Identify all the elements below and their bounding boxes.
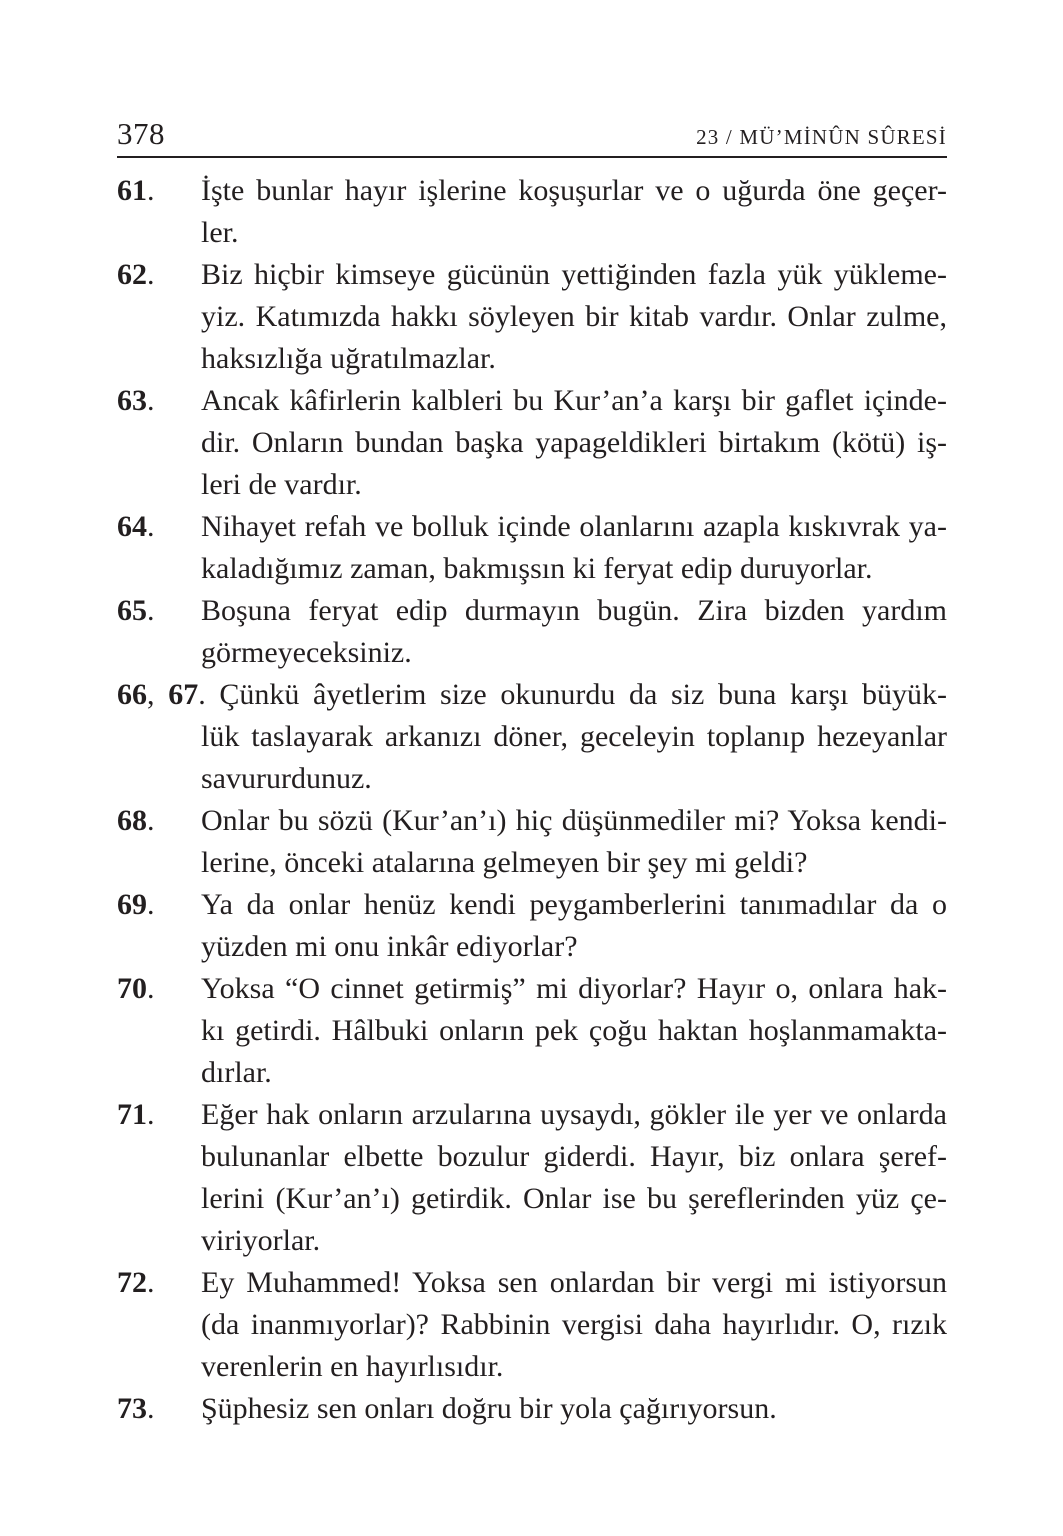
verse-item <box>117 674 947 800</box>
verse-item <box>117 590 947 674</box>
verse-number: 73. <box>117 1392 155 1425</box>
verse-text-line: Boşuna feryat edip durmayın bugün. Zira bizden yardım <box>201 594 947 627</box>
verse-text: . Çünkü âyetlerim size okunurdu da siz buna karşı büyük- <box>198 678 947 711</box>
verse-text-line: viriyorlar. <box>201 1224 321 1257</box>
verse-text-line: Ancak kâfirlerin kalbleri bu Kur’an’a karşı bir gaflet içinde- <box>201 384 947 417</box>
verse-text-line: 66, 67. Çünkü âyetlerim size okunurdu da siz buna karşı büyük- <box>117 678 947 711</box>
verse-text-line: İşte bunlar hayır işlerine koşuşurlar ve o uğurda öne geçer- <box>201 174 947 207</box>
verse-text-line: (da inanmıyorlar)? Rabbinin vergisi daha hayırlıdır. O, rızık <box>201 1308 947 1341</box>
verse-item <box>117 884 947 968</box>
verse-text-line: Yoksa “O cinnet getirmiş” mi diyorlar? Hayır o, onlara hak- <box>201 972 947 1005</box>
verse-text-line: ler. <box>201 216 239 249</box>
verse-text-line: verenlerin en hayırlısıdır. <box>201 1350 504 1383</box>
verse-text-line: lerini (Kur’an’ı) getirdik. Onlar ise bu şereflerinden yüz çe- <box>201 1182 947 1215</box>
verse-list <box>117 170 947 1430</box>
verse-text-line: Biz hiçbir kimseye gücünün yettiğinden fazla yük yükleme- <box>201 258 947 291</box>
verse-text-line: savururdunuz. <box>201 762 372 795</box>
verse-item <box>117 170 947 254</box>
verse-number: 65. <box>117 594 155 627</box>
verse-text-line: Ey Muhammed! Yoksa sen onlardan bir vergi mi istiyorsun <box>201 1266 947 1299</box>
verse-text-line: lük taslayarak arkanızı döner, geceleyin toplanıp hezeyanlar <box>201 720 947 753</box>
verse-number: 71. <box>117 1098 155 1131</box>
verse-text-line: kaladığımız zaman, bakmışsın ki feryat edip duruyorlar. <box>201 552 873 585</box>
verse-text-line: Eğer hak onların arzularına uysaydı, gökler ile yer ve onlarda <box>201 1098 947 1131</box>
verse-text-line: kı getirdi. Hâlbuki onların pek çoğu haktan hoşlanmamakta- <box>201 1014 947 1047</box>
verse-number: 72. <box>117 1266 155 1299</box>
verse-number: 69. <box>117 888 155 921</box>
verse-number: 64. <box>117 510 155 543</box>
verse-text-line: dir. Onların bundan başka yapageldikleri birtakım (kötü) iş- <box>201 426 947 459</box>
verse-text-line: Onlar bu sözü (Kur’an’ı) hiç düşünmediler mi? Yoksa kendi- <box>201 804 947 837</box>
verse-text-line: yüzden mi onu inkâr ediyorlar? <box>201 930 578 963</box>
verse-item <box>117 1388 947 1430</box>
verse-item <box>117 254 947 380</box>
verse-item <box>117 1094 947 1262</box>
verse-number: 67 <box>168 678 199 711</box>
verse-item <box>117 380 947 506</box>
verse-text-line: lerine, önceki atalarına gelmeyen bir şey mi geldi? <box>201 846 808 879</box>
verse-text-line: Nihayet refah ve bolluk içinde olanlarını azapla kıskıvrak ya- <box>201 510 947 543</box>
verse-text-line: dırlar. <box>201 1056 272 1089</box>
page-header <box>117 112 947 158</box>
verse-item <box>117 800 947 884</box>
verse-text-line: yiz. Katımızda hakkı söyleyen bir kitab vardır. Onlar zulme, <box>201 300 947 333</box>
verse-number: 63. <box>117 384 155 417</box>
verse-number: 70. <box>117 972 155 1005</box>
verse-item <box>117 968 947 1094</box>
verse-text-line: Şüphesiz sen onları doğru bir yola çağırıyorsun. <box>201 1392 777 1425</box>
page-number: 378 <box>117 116 165 151</box>
verse-item <box>117 1262 947 1388</box>
verse-text-line: leri de vardır. <box>201 468 362 501</box>
verse-text-line: bulunanlar elbette bozulur giderdi. Hayır, biz onlara şeref- <box>201 1140 947 1173</box>
verse-text-line: haksızlığa uğratılmazlar. <box>201 342 496 375</box>
verse-number: 61. <box>117 174 155 207</box>
running-title: 23 / MÜ’MİNÛN SÛRESİ <box>696 125 947 149</box>
verse-number: 68. <box>117 804 155 837</box>
verse-number: 66 <box>117 678 147 711</box>
verse-text-line: görmeyeceksiniz. <box>201 636 412 669</box>
verse-text-line: Ya da onlar henüz kendi peygamberlerini tanımadılar da o <box>201 888 947 921</box>
verse-number: 62. <box>117 258 155 291</box>
verse-item <box>117 506 947 590</box>
